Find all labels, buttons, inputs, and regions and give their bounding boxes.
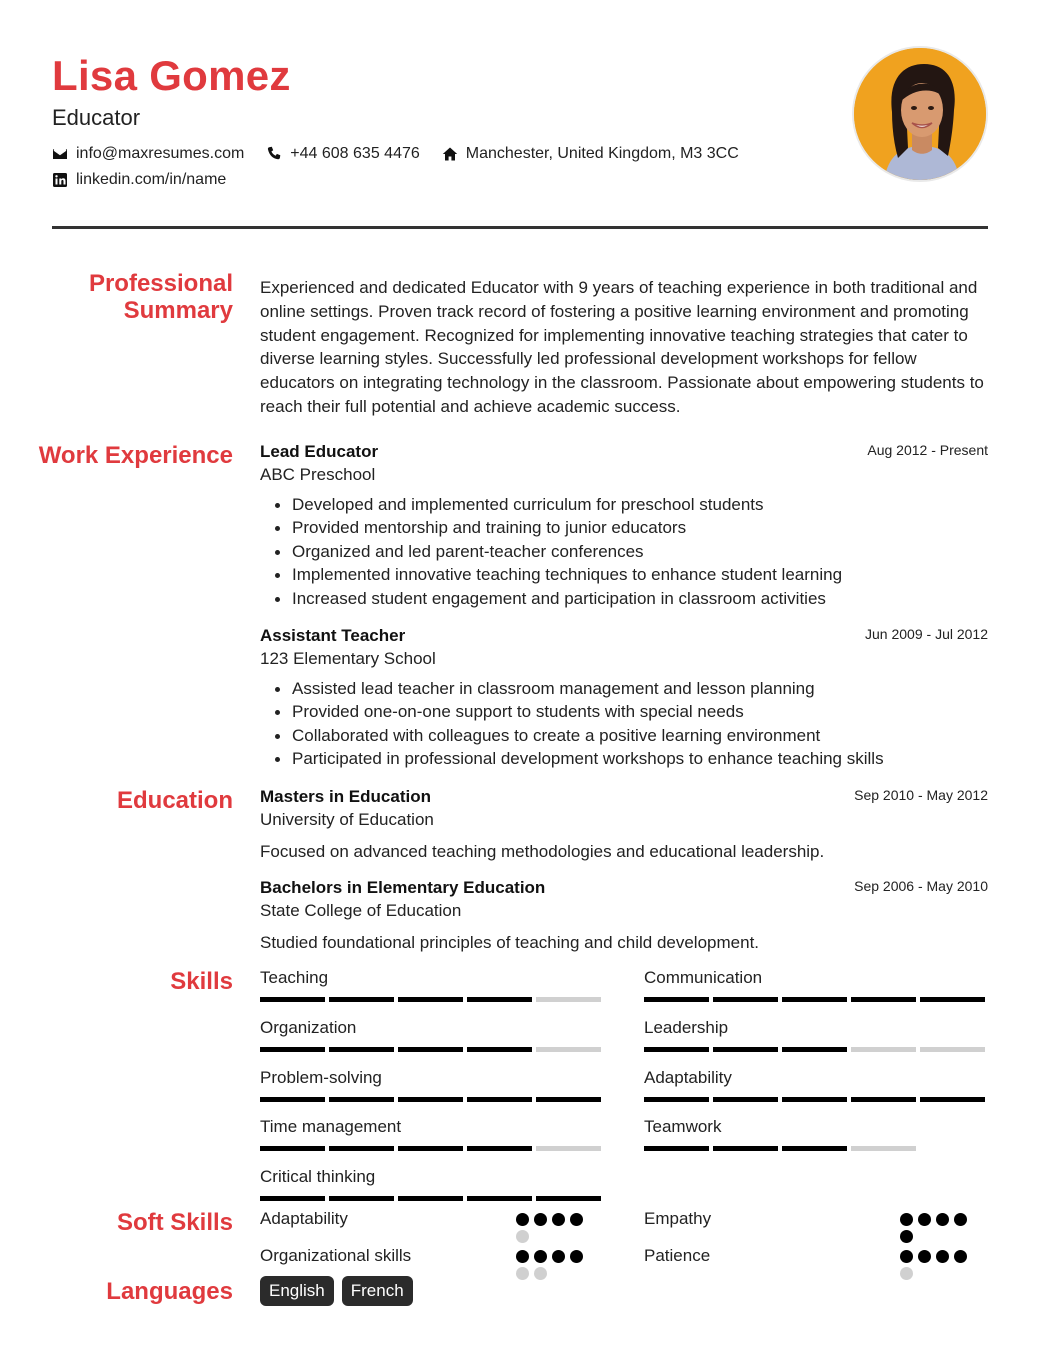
- soft-skill-dot: [954, 1213, 967, 1226]
- section-title-soft-skills: Soft Skills: [116, 1209, 233, 1236]
- email-text: info@maxresumes.com: [76, 145, 245, 162]
- list-item: Developed and implemented curriculum for preschool students: [272, 493, 988, 516]
- list-item: Organized and led parent-teacher conferences: [272, 540, 988, 563]
- job-title: Educator: [52, 105, 141, 130]
- soft-skill-dots: [900, 1213, 980, 1243]
- section-title-experience: Work Experience: [38, 442, 233, 469]
- skill-level-segment: [851, 1047, 916, 1052]
- education-entry: [260, 787, 988, 862]
- contact-row: [52, 145, 739, 163]
- skill-level-segment: [713, 1146, 778, 1151]
- soft-skill-dot: [936, 1213, 949, 1226]
- skill-label: Teaching: [260, 968, 329, 987]
- education-date: Sep 2006 - May 2010: [854, 878, 988, 894]
- skill-level-segment: [260, 1097, 325, 1102]
- skill-level-segment: [782, 1097, 847, 1102]
- skill-level-segment: [398, 1146, 463, 1151]
- degree-title: Bachelors in Elementary Education: [260, 878, 546, 897]
- skill-level-segment: [782, 997, 847, 1002]
- skill-level-segment: [920, 1097, 985, 1102]
- skill-bar: [260, 1097, 604, 1102]
- soft-skill-dot: [570, 1250, 583, 1263]
- school-name: State College of Education: [260, 901, 462, 920]
- skill-level-segment: [920, 1047, 985, 1052]
- skill-level-segment: [398, 1196, 463, 1201]
- skill-level-segment: [713, 997, 778, 1002]
- soft-skill-dot: [534, 1267, 547, 1280]
- candidate-name: Lisa Gomez: [52, 52, 291, 99]
- skill-level-segment: [329, 1146, 394, 1151]
- soft-skill-dot: [516, 1230, 529, 1243]
- skill-level-segment: [260, 1146, 325, 1151]
- skill-level-segment: [467, 1097, 532, 1102]
- skill-level-segment: [398, 1047, 463, 1052]
- contact-row-2: [52, 171, 226, 189]
- soft-skill-item: [260, 1246, 604, 1266]
- skill-level-segment: [713, 1097, 778, 1102]
- list-item: Provided one-on-one support to students with special needs: [272, 700, 988, 723]
- section-title-skills: Skills: [170, 968, 233, 995]
- skill-level-segment: [329, 1047, 394, 1052]
- skill-level-segment: [713, 1047, 778, 1052]
- soft-skill-dot: [516, 1213, 529, 1226]
- skill-bar: [644, 1047, 988, 1052]
- soft-skill-dot: [918, 1213, 931, 1226]
- skill-bar: [260, 1146, 604, 1151]
- list-item: Participated in professional development workshops to enhance teaching skills: [272, 747, 988, 770]
- skill-level-segment: [920, 997, 985, 1002]
- soft-skill-item: [644, 1246, 988, 1266]
- soft-skill-dot: [552, 1213, 565, 1226]
- language-tag: French: [342, 1276, 413, 1306]
- company-name: 123 Elementary School: [260, 649, 436, 668]
- soft-skill-dot: [516, 1250, 529, 1263]
- soft-skill-dot: [900, 1267, 913, 1280]
- education-entry: [260, 878, 988, 953]
- list-item: Implemented innovative teaching techniques to enhance student learning: [272, 563, 988, 586]
- skill-label: Leadership: [644, 1018, 729, 1037]
- skill-level-segment: [536, 1146, 601, 1151]
- section-title-education: Education: [116, 787, 233, 814]
- soft-skill-dots: [516, 1213, 596, 1243]
- experience-entry: [260, 442, 988, 610]
- soft-skill-dot: [900, 1230, 913, 1243]
- soft-skill-dot: [900, 1213, 913, 1226]
- skill-item: [644, 968, 988, 1002]
- job-bullets: [260, 493, 988, 610]
- list-item: Collaborated with colleagues to create a positive learning environment: [272, 724, 988, 747]
- soft-skill-dot: [534, 1250, 547, 1263]
- soft-skill-label: Empathy: [644, 1209, 712, 1228]
- school-name: University of Education: [260, 810, 434, 829]
- skill-level-segment: [644, 1146, 709, 1151]
- skill-level-segment: [644, 1047, 709, 1052]
- skill-item: [260, 1068, 604, 1102]
- skill-label: Adaptability: [644, 1068, 732, 1087]
- list-item: Provided mentorship and training to junior educators: [272, 516, 988, 539]
- experience-entry: [260, 626, 988, 771]
- skill-label: Organization: [260, 1018, 357, 1037]
- soft-skill-dot: [570, 1213, 583, 1226]
- education-description: Studied foundational principles of teaching and child development.: [260, 933, 760, 952]
- list-item: Increased student engagement and participation in classroom activities: [272, 587, 988, 610]
- skill-label: Time management: [260, 1117, 402, 1136]
- skill-level-segment: [260, 997, 325, 1002]
- education-description: Focused on advanced teaching methodologies and educational leadership.: [260, 842, 825, 861]
- linkedin-icon: [52, 172, 68, 188]
- language-list: [260, 1276, 413, 1306]
- skill-level-segment: [536, 997, 601, 1002]
- contact-location: [442, 145, 739, 163]
- skill-bar: [644, 997, 988, 1002]
- soft-skill-label: Adaptability: [260, 1209, 348, 1228]
- language-tag: English: [260, 1276, 334, 1306]
- soft-skill-dot: [534, 1213, 547, 1226]
- linkedin-text: linkedin.com/in/name: [76, 171, 227, 188]
- skill-label: Critical thinking: [260, 1167, 376, 1186]
- skill-level-segment: [536, 1047, 601, 1052]
- list-item: Assisted lead teacher in classroom management and lesson planning: [272, 677, 988, 700]
- skill-level-segment: [467, 1047, 532, 1052]
- soft-skill-item: [644, 1209, 988, 1229]
- soft-skill-dot: [954, 1250, 967, 1263]
- skill-level-segment: [260, 1196, 325, 1201]
- soft-skill-label: Patience: [644, 1246, 711, 1265]
- envelope-icon: [52, 146, 68, 162]
- skill-level-segment: [467, 1196, 532, 1201]
- skill-item: [644, 1068, 988, 1102]
- soft-skill-dot: [552, 1250, 565, 1263]
- soft-skill-dot: [900, 1250, 913, 1263]
- soft-skill-item: [260, 1209, 604, 1229]
- soft-skill-dot: [936, 1250, 949, 1263]
- skill-label: Communication: [644, 968, 763, 987]
- skill-level-segment: [329, 997, 394, 1002]
- skill-bar: [260, 997, 604, 1002]
- education-date: Sep 2010 - May 2012: [854, 787, 988, 803]
- skill-item: [260, 1117, 604, 1151]
- skill-level-segment: [536, 1097, 601, 1102]
- phone-text: +44 608 635 4476: [290, 145, 420, 162]
- company-name: ABC Preschool: [260, 465, 376, 484]
- soft-skill-label: Organizational skills: [260, 1246, 412, 1265]
- job-date: Aug 2012 - Present: [867, 442, 988, 458]
- skill-item: [260, 968, 604, 1002]
- skill-item: [260, 1018, 604, 1052]
- skill-level-segment: [329, 1196, 394, 1201]
- profile-photo: [852, 46, 988, 182]
- skill-bar: [260, 1047, 604, 1052]
- job-title: Lead Educator: [260, 442, 379, 461]
- phone-icon: [266, 146, 282, 162]
- skill-level-segment: [851, 1146, 916, 1151]
- job-bullets: [260, 677, 988, 771]
- contact-phone[interactable]: [266, 145, 419, 163]
- skill-label: Teamwork: [644, 1117, 722, 1136]
- skill-item: [644, 1018, 988, 1052]
- skill-level-segment: [536, 1196, 601, 1201]
- skill-level-segment: [398, 1097, 463, 1102]
- soft-skill-dot: [918, 1250, 931, 1263]
- degree-title: Masters in Education: [260, 787, 431, 806]
- summary-text: Experienced and dedicated Educator with 9 years of teaching experience in both traditional and online settings. Proven track record of fostering a positive learning environment and promoting student engagement. Recognized for implementing innovative teaching strategies that cater to diverse learning styles. Successfully led professional development workshops for fellow educators on integrating technology in the classroom. Passionate about empowering students to reach their full potential and achieve academic success.: [260, 278, 984, 416]
- job-title: Assistant Teacher: [260, 626, 406, 645]
- skill-level-segment: [782, 1047, 847, 1052]
- location-text: Manchester, United Kingdom, M3 3CC: [465, 145, 739, 162]
- skill-bar: [644, 1146, 988, 1151]
- skill-level-segment: [260, 1047, 325, 1052]
- skill-bar: [260, 1196, 604, 1201]
- skill-level-segment: [644, 1097, 709, 1102]
- skill-item: [260, 1167, 604, 1201]
- skill-level-segment: [851, 1097, 916, 1102]
- skill-level-segment: [782, 1146, 847, 1151]
- soft-skill-dots: [900, 1250, 980, 1280]
- contact-linkedin[interactable]: [52, 171, 226, 189]
- skill-item: [644, 1117, 988, 1151]
- contact-email[interactable]: [52, 145, 244, 163]
- skill-level-segment: [467, 1146, 532, 1151]
- skill-level-segment: [398, 997, 463, 1002]
- soft-skill-dots: [516, 1250, 596, 1280]
- home-icon: [442, 146, 458, 162]
- skill-bar: [644, 1097, 988, 1102]
- skill-level-segment: [467, 997, 532, 1002]
- section-title-summary: Professional Summary: [88, 270, 233, 324]
- section-title-languages: Languages: [106, 1278, 233, 1305]
- skill-label: Problem-solving: [260, 1068, 382, 1087]
- header-divider: [52, 226, 988, 229]
- skill-level-segment: [644, 997, 709, 1002]
- skill-level-segment: [329, 1097, 394, 1102]
- job-date: Jun 2009 - Jul 2012: [865, 626, 988, 642]
- soft-skill-dot: [516, 1267, 529, 1280]
- skill-level-segment: [851, 997, 916, 1002]
